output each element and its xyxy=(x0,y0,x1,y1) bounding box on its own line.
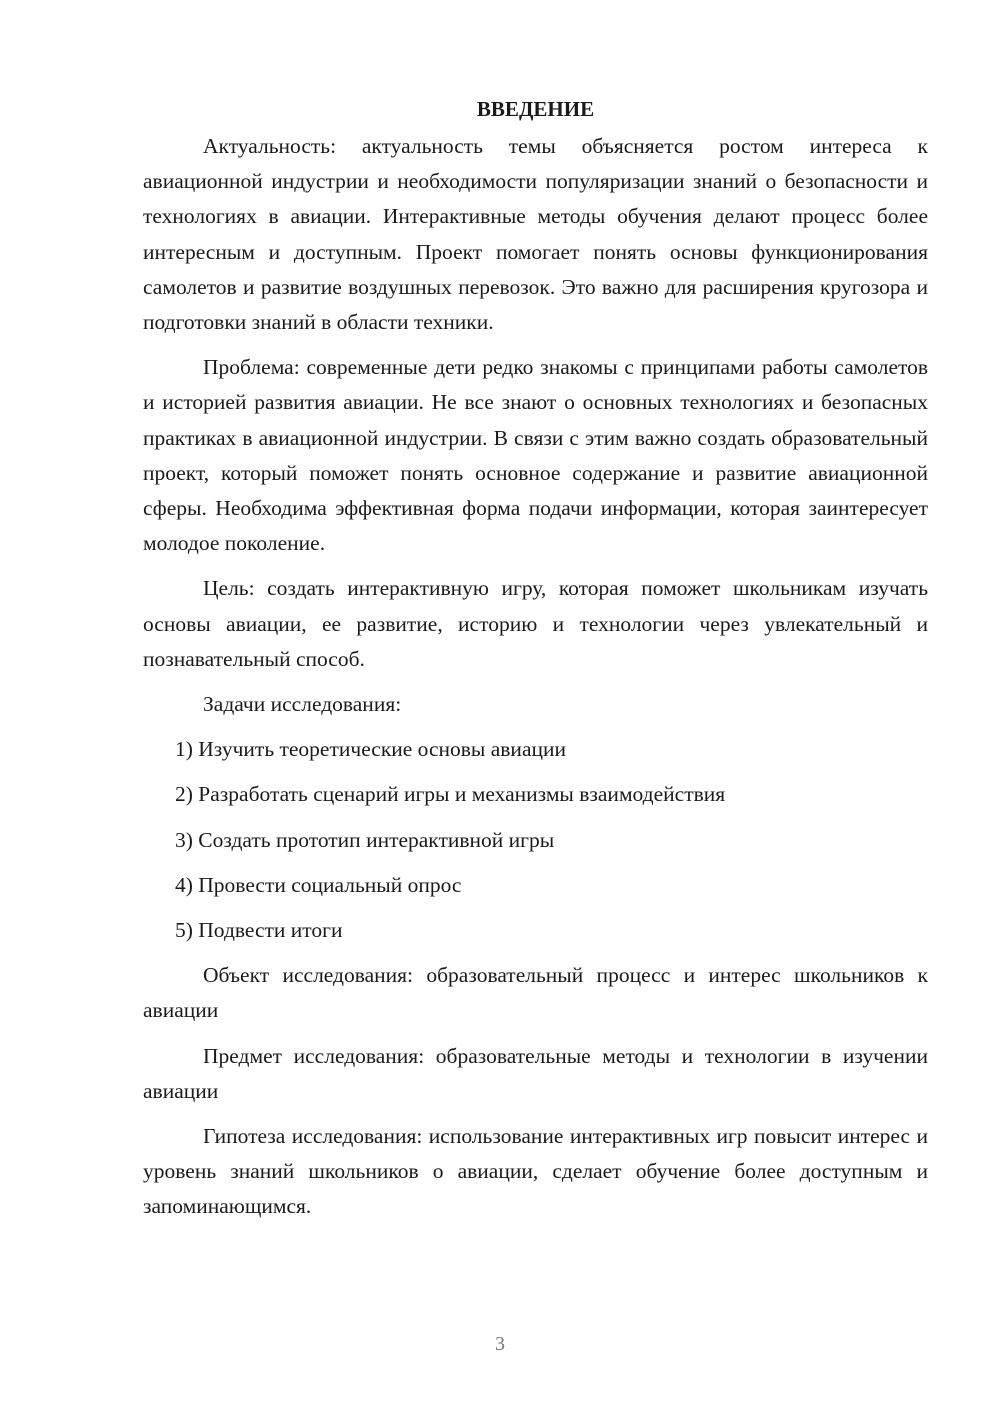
document-page xyxy=(143,92,928,1235)
paragraph-goal: Цель: создать интерактивную игру, которая поможет школьникам изучать основы авиации, ее развитие, историю и технологии через увлекательный и познавательный способ. xyxy=(143,576,928,671)
paragraph-object: Объект исследования: образовательный процесс и интерес школьников к авиации xyxy=(143,963,928,1023)
paragraph-hypothesis: Гипотеза исследования: использование интерактивных игр повысит интерес и уровень знаний школьников о авиации, сделает обучение более доступным и запоминающимся. xyxy=(143,1124,928,1219)
paragraph-problem: Проблема: современные дети редко знакомы с принципами работы самолетов и историей развития авиации. Не все знают о основных технологиях и безопасных практиках в авиационной индустрии. В связи с этим важно создать образовательный проект, который поможет понять основное содержание и развитие авиационной сферы. Необходима эффективная форма подачи информации, которая заинтересует молодое поколение. xyxy=(143,355,928,556)
section-title: ВВЕДЕНИЕ xyxy=(476,97,595,121)
list-item: 4) Провести социальный опрос xyxy=(175,872,462,897)
tasks-heading: Задачи исследования: xyxy=(203,692,402,717)
list-item: 1) Изучить теоретические основы авиации xyxy=(175,737,566,762)
paragraph-relevance: Актуальность: актуальность темы объясняется ростом интереса к авиационной индустрии и необходимости популяризации знаний о безопасности и технологиях в авиации. Интерактивные методы обучения делают процесс более интересным и доступным. Проект помогает понять основы функционирования самолетов и развитие воздушных перевозок. Это важно для расширения кругозора и подготовки знаний в области техники. xyxy=(143,134,928,335)
list-item: 3) Создать прототип интерактивной игры xyxy=(175,827,555,852)
page-number: 3 xyxy=(495,1333,505,1355)
tasks-list xyxy=(143,732,928,948)
paragraph-subject: Предмет исследования: образовательные методы и технологии в изучении авиации xyxy=(143,1043,928,1103)
list-item: 5) Подвести итоги xyxy=(175,918,343,943)
list-item: 2) Разработать сценарий игры и механизмы взаимодействия xyxy=(175,782,726,807)
